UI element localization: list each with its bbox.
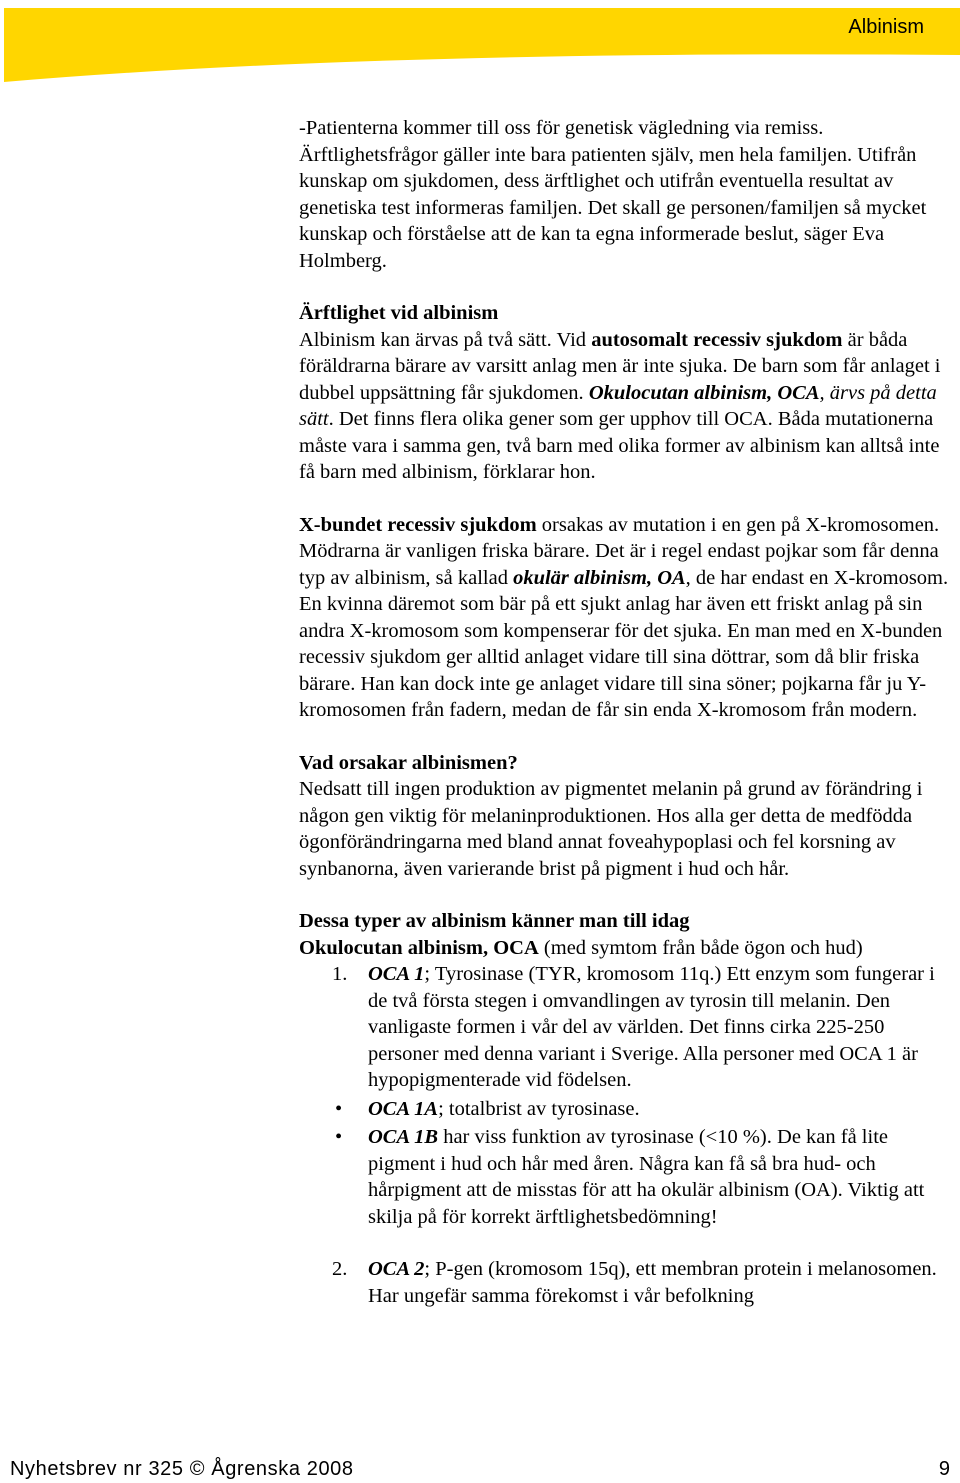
term-oa: okulär albinism, OA — [513, 566, 686, 589]
paragraph-oca-intro — [299, 935, 954, 962]
text-segment: är båda föräldrarna bärare av varsitt anlag men är inte sjuka. De barn som får anlaget i dubbel uppsättning får sjukdomen. — [299, 328, 941, 404]
banner-shape — [0, 0, 960, 95]
paragraph-intro: -Patienterna kommer till oss för genetisk vägledning via remiss. Ärftlighetsfrågor gäller inte bara patienten själv, men hela familjen. Utifrån kunskap om sjukdomen, dess ärftlighet och utifrån eventuella resultat av genetiska test informeras familjen. Det skall ge personen/familjen så mycket kunskap och förståelse att de kan ta egna informerade beslut, säger Eva Holmberg. — [299, 117, 927, 272]
text-segment: (med symtom från både ögon och hud) — [538, 936, 863, 959]
term-autosomal-recessive: autosomalt recessiv sjukdom — [591, 328, 843, 351]
text-segment-italic: , ärvs på detta sätt — [299, 381, 937, 430]
text-segment: har viss funktion av tyrosinase (<10 %). De kan få lite pigment i hud och hår med åren. Några kan få så bra hud- och hårpigment att de misstas för att ha okulär albinism (OA). Viktig att skilja på för korrekt ärftlighetsbedömning! — [368, 1126, 925, 1228]
text-segment: ; P-gen (kromosom 15q), ett membran protein i melanosomen. Har ungefär samma förekomst i vår befolkning — [368, 1258, 937, 1307]
list-item — [299, 961, 954, 1094]
heading-causes: Vad orsakar albinismen? — [299, 751, 518, 774]
term-oca1: OCA 1 — [368, 963, 425, 985]
text-segment: . Det finns flera olika gener som ger upphov till OCA. Båda mutationerna måste vara i samma gen, två barn med olika former av albinism kan alltså inte få barn med albinism, förklarar hon. — [299, 408, 940, 483]
term-oca2: OCA 2 — [368, 1258, 425, 1280]
bullet-icon: • — [335, 1126, 343, 1148]
text-segment: , de har endast en X-kromosom. En kvinna däremot som bär på ett sjukt anlag har även ett friskt anlag på sin andra X-kromosom som kompenserar för det sjuka. En man med en X-bunden recessiv sjukdom ger alltid anlaget vidare till sina döttrar, som då blir friska bärare. Han kan dock inte ge anlaget vidare till sina söner; pojkarna får ju Y-kromosomen från fadern, medan de får sin enda X-kromosom från modern. — [299, 566, 949, 721]
list-marker: 2. — [332, 1258, 348, 1280]
term-oca: Okulocutan albinism, OCA — [588, 381, 820, 404]
list-item — [299, 1096, 954, 1123]
paragraph-causes: Nedsatt till ingen produktion av pigmentet melanin på grund av förändring i någon gen viktig för melaninproduktionen. Hos alla ger detta de medfödda ögonförändringarna med bland annat foveahypoplasi och fel korsning av synbanorna, även varierande brist på pigment i hud och hår. — [299, 778, 923, 880]
term-x-linked: X-bundet recessiv sjukdom — [299, 513, 537, 536]
footer-credit: Nyhetsbrev nr 325 © Ågrenska 2008 — [10, 1458, 354, 1480]
list-marker: 1. — [332, 963, 348, 985]
heading-types: Dessa typer av albinism känner man till idag — [299, 910, 690, 932]
term-oca1a: OCA 1A — [368, 1097, 439, 1120]
text-segment: ; totalbrist av tyrosinase. — [438, 1097, 640, 1120]
paragraph-autosomal — [299, 327, 954, 486]
page-number: 9 — [938, 1458, 950, 1480]
types-list — [299, 961, 954, 1309]
paragraph-x-linked — [299, 512, 954, 724]
text-segment: ; Tyrosinase (TYR, kromosom 11q.) Ett enzym som fungerar i de två första stegen i omvandlingen av tyrosin till melanin. Den vanligaste formen i vår del av världen. Det finns cirka 225-250 personer med denna variant i Sverige. Alla personer med OCA 1 är hypopigmenterade vid födelsen. — [368, 963, 935, 1091]
header-title: Albinism — [848, 16, 924, 38]
term-oca-heading: Okulocutan albinism, OCA — [299, 936, 539, 959]
header-banner — [0, 0, 960, 95]
article-body — [299, 115, 954, 1309]
term-oca1b: OCA 1B — [368, 1126, 439, 1148]
list-item — [299, 1256, 954, 1309]
text-segment: orsakas av mutation i en gen på X-kromosomen. Mödrarna är vanligen friska bärare. Det är i regel endast pojkar som får denna typ av albinism, så kallad — [299, 513, 940, 589]
heading-arftlighet: Ärftlighet vid albinism — [299, 302, 499, 324]
text-segment: Albinism kan ärvas på två sätt. Vid — [299, 328, 592, 351]
list-item — [299, 1124, 954, 1230]
bullet-icon: • — [335, 1097, 343, 1120]
